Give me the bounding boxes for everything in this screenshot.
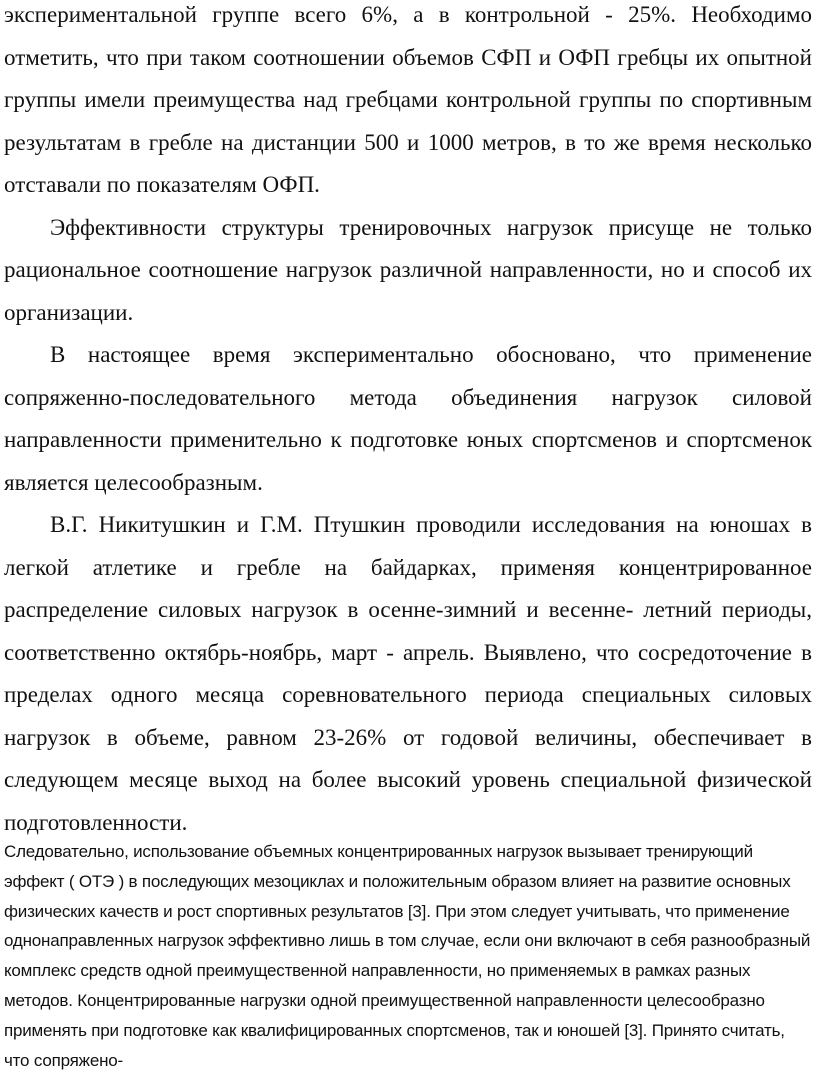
paragraph-2: Эффективности структуры тренировочных нагрузок присуще не только рациональное соотношение нагрузок различной направленности, но и способ их организации. [4,214,812,325]
main-text-block [4,0,812,844]
paragraph-3: В настоящее время экспериментально обосновано, что применение сопряженно-последовательного метода объединения нагрузок силовой направленности применительно к подготовке юных спортсменов и спортсменок является целесообразным. [4,342,812,495]
paragraph-1: экспериментальной группе всего 6%, а в контрольной - 25%. Необходимо отметить, что при таком соотношении объемов СФП и ОФП гребцы их опытной группы имели преимущества над гребцами контрольной группы по спортивным результатам в гребле на дистанции 500 и 1000 метров, в то же время несколько отставали по показателям ОФП. [4,2,812,197]
paragraph-4: В.Г. Никитушкин и Г.М. Птушкин проводили исследования на юношах в легкой атлетике и гребле на байдарках, применяя концентрированное распределение силовых нагрузок в осенне-зимний и весенне- летний периоды, соответственно октябрь-ноябрь, март - апрель. Выявлено, что сосредоточение в пределах одного месяца соревновательного периода специальных силовых нагрузок в объеме, равном 23-26% от годовой величины, обеспечивает в следующем месяце выход на более высокий уровень специальной физической подготовленности. [4,512,812,835]
paragraph-5: Следовательно, использование объемных концентрированных нагрузок вызывает тренирующий эффект ( ОТЭ ) в последующих мезоциклах и положительным образом влияет на развитие основных физических качеств и рост спортивных результатов [3]. При этом следует учитывать, что применение однонаправленных нагрузок эффективно лишь в том случае, если они включают в себя разнообразный комплекс средств одной преимущественной направленности, но применяемых в рамках разных методов. Концентрированные нагрузки одной преимущественной направленности целесообразно применять при подготовке как квалифицированных спортсменов, так и юношей [3]. Принято считать, что сопряжено- [4,842,811,1070]
continuation-text-block [4,837,812,1075]
